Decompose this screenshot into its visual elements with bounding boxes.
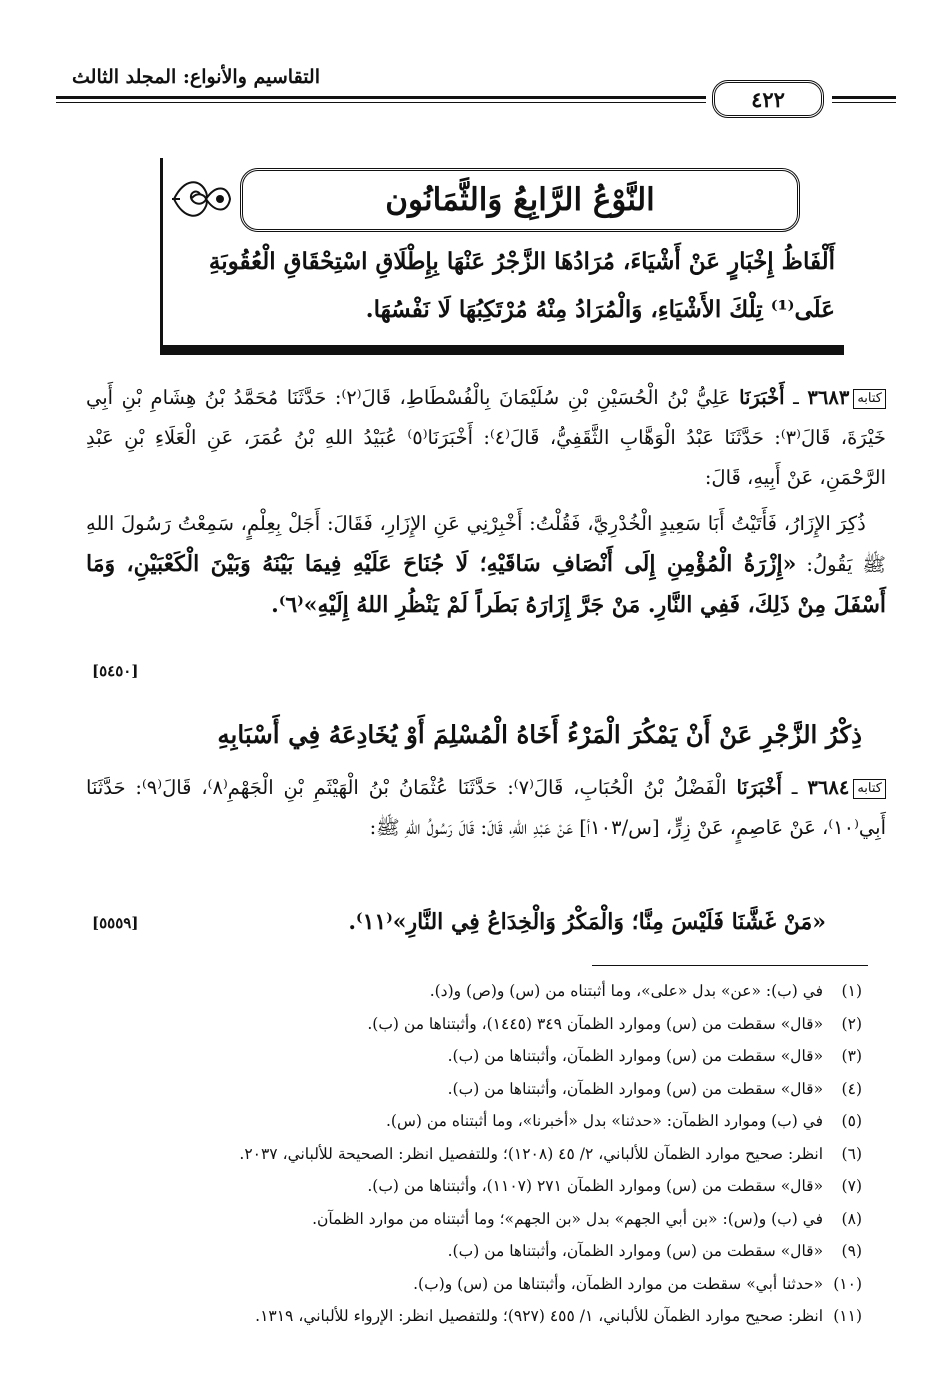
hadith-reference: [٥٤٥٠] [92,662,139,680]
hadith-intro: أَخْبَرَنَا [736,776,782,799]
footnote-item [62,1073,862,1106]
footnote-text: «حدثنا أبي» سقطت من موارد الظمآن، وأثبتناها من (س) و(ب). [413,1274,824,1293]
hadith-number: ٣٦٨٣ [807,386,850,409]
hadith-marker: كتابه [853,389,886,409]
footnote-text: «قال» سقطت من (س) وموارد الظمآن ٣٤٩ (١٤٤٥)، وأثبتناها من (ب). [367,1014,824,1033]
header-rule [832,102,896,103]
hadith-matn: «مَنْ غَشَّنَا فَلَيْسَ مِنَّا؛ وَالْمَكْرُ وَالْخِدَاعُ فِي النَّارِ»⁽١١⁾. [348,909,826,935]
hadith-isnad: الْفَضْلُ بْنُ الْحُبَابِ، قَالَ⁽٧⁾: حَدَّثَنَا عُثْمَانُ بْنُ الْهَيْثَمِ بْنِ الْجَهْمِ⁽٨⁾، قَالَ⁽٩⁾: حَدَّثَنَا أَبِي⁽١٠⁾، عَنْ عَاصِمٍ، عَنْ زِرٍّ، [س/١٠٣أ] عَنْ عَبْدِ اللهِ، قَالَ: قَالَ رَسُولُ اللهِ ﷺ: [86,776,886,839]
footnote-item [62,1235,862,1268]
footnote-number: (٢) [841,1014,862,1033]
footnote-item [62,1203,862,1236]
footnote-item [62,1138,862,1171]
footnote-item [62,1105,862,1138]
footnote-number: (٣) [841,1047,862,1065]
hadith-number: ٣٦٨٤ [807,776,850,799]
footnote-text: في (ب) وموارد الظمآن: «حدثنا» بدل «أخبرنا»، وما أثبتناه من (س). [385,1112,824,1130]
footnote-text: «قال» سقطت من (س) وموارد الظمآن، وأثبتناها من (ب). [447,1242,824,1260]
chapter-definition [180,238,835,334]
footnote-item [62,975,862,1008]
footnote-text: في (ب) و(س): «بن أبي الجهم» بدل «بن الجهم»؛ وما أثبتناه من موارد الظمآن. [312,1209,824,1228]
hadith-isnad: عَلِيُّ بْنُ الْحُسَيْنِ بْنِ سُلَيْمَانَ بِالْفُسْطَاطِ، قَالَ⁽٢⁾: حَدَّثَنَا مُحَمَّدُ بْنُ هِشَامِ بْنِ أَبِي خَيْرَةَ، قَالَ⁽٣⁾: حَدَّثَنَا عَبْدُ الْوَهَّابِ الثَّقَفِيُّ، قَالَ⁽٤⁾: أَخْبَرَنَا⁽٥⁾ عُبَيْدُ اللهِ بْنُ عُمَرَ، عَنِ الْعَلَاءِ بْنِ عَبْدِ الرَّحْمَنِ، عَنْ أَبِيهِ، قَالَ: [86,386,886,489]
footnote-text: «قال» سقطت من (س) وموارد الظمآن، وأثبتناها من (ب). [447,1047,824,1065]
footnote-text: «قال» سقطت من (س) وموارد الظمآن، وأثبتناها من (ب). [447,1079,824,1098]
chapter-heading [240,168,800,232]
section-heading: ذِكْرُ الزَّجْرِ عَنْ أَنْ يَمْكُرَ الْمَرْءُ أَخَاهُ الْمُسْلِمَ أَوْ يُخَادِعَهُ فِي أَسْبَابِهِ [217,720,862,749]
footnote-number: (٧) [841,1177,862,1195]
hadith-3683-text [86,504,886,626]
footnote-item [62,1268,862,1301]
footnote-item [62,1170,862,1203]
footnote-text: «قال» سقطت من (س) وموارد الظمآن ٢٧١ (١١٠٧)، وأثبتناها من (ب). [367,1177,824,1195]
footnote-number: (٩) [841,1242,862,1260]
header-rule [56,96,706,99]
footnote-item [62,1300,862,1333]
footnote-text: انظر: صحيح موارد الظمآن للألباني، ١/ ٤٥٥ (٩٢٧)؛ وللتفصيل انظر: الإرواء للألباني، ١٣١٩. [255,1307,824,1325]
footnote-item [62,1040,862,1073]
hadith-narrative: ذُكِرَ الإِزَارُ، فَأَتَيْتُ أَبَا سَعِيدٍ الْخُدْرِيَّ، فَقُلْتُ: أَخْبِرْنِي عَنِ الإِزَارِ، فَقَالَ: أَجَلْ بِعِلْمٍ، سَمِعْتُ رَسُولَ اللهِ ﷺ يَقُولُ: [86,512,886,576]
page-number-text: ٤٢٢ [751,86,785,112]
footnote-number: (٥) [841,1112,862,1130]
chapter-definition-line: أَلْفَاظُ إِخْبَارٍ عَنْ أَشْيَاءَ، مُرَادُهَا الزَّجْرُ عَنْهَا بِإِطْلَاقِ اسْتِحْقَاقِ الْعُقُوبَةِ [208,248,835,275]
footnote-number: (١١) [833,1307,862,1325]
section-divider [160,348,844,355]
footnote-separator [592,965,868,966]
footnote-number: (٦) [841,1144,862,1163]
footnote-text: في (ب): «عن» بدل «على»، وما أثبتناه من (س) و(ص) و(د). [429,982,824,1000]
chapter-heading-text: النَّوْعُ الرَّابِعُ وَالثَّمَانُون [385,182,655,218]
hadith-intro: أَخْبَرَنَا [739,386,785,409]
hadith-marker: كتابه [853,779,886,799]
hadith-matn: «إِزْرَةُ الْمُؤْمِنِ إِلَى أَنْصَافِ سَاقَيْهِ؛ لَا جُنَاحَ عَلَيْهِ فِيمَا بَيْنَهُ وَبَيْنَ الْكَعْبَيْنِ، وَمَا أَسْفَلَ مِنْ ذَلِكَ، فَفِي النَّارِ. مَنْ جَرَّ إِزَارَهُ بَطَراً لَمْ يَنْظُرِ اللهُ إِلَيْهِ»⁽٦⁾. [86,551,886,618]
hadith-reference: [٥٥٥٩] [92,914,139,932]
chapter-definition-line: عَلَى⁽¹⁾ تِلْكَ الأَشْيَاءِ، وَالْمُرَادُ مِنْهُ مُرْتَكِبُهَا لَا نَفْسُهَا. [365,296,835,323]
hadith-3684-isnad: كتابه٣٦٨٤ ـ أَخْبَرَنَا الْفَضْلُ بْنُ الْحُبَابِ، قَالَ⁽٧⁾: حَدَّثَنَا عُثْمَانُ بْنُ الْهَيْثَمِ بْنِ الْجَهْمِ⁽٨⁾، قَالَ⁽٩⁾: حَدَّثَنَا أَبِي⁽١٠⁾، عَنْ عَاصِمٍ، عَنْ زِرٍّ، [س/١٠٣أ] عَنْ عَبْدِ اللهِ، قَالَ: قَالَ رَسُولُ اللهِ ﷺ: [86,776,886,839]
footnote-number: (٤) [841,1079,862,1098]
footnote-number: (١٠) [833,1274,862,1293]
footnote-number: (١) [841,982,862,1000]
header-rule [832,96,896,99]
hadith-3683-isnad: كتابه٣٦٨٣ ـ أَخْبَرَنَا عَلِيُّ بْنُ الْحُسَيْنِ بْنِ سُلَيْمَانَ بِالْفُسْطَاطِ، قَالَ⁽٢⁾: حَدَّثَنَا مُحَمَّدُ بْنُ هِشَامِ بْنِ أَبِي خَيْرَةَ، قَالَ⁽٣⁾: حَدَّثَنَا عَبْدُ الْوَهَّابِ الثَّقَفِيُّ، قَالَ⁽٤⁾: أَخْبَرَنَا⁽٥⁾ عُبَيْدُ اللهِ بْنُ عُمَرَ، عَنِ الْعَلَاءِ بْنِ عَبْدِ الرَّحْمَنِ، عَنْ أَبِيهِ، قَالَ: [86,386,886,489]
page-number [712,80,824,118]
footnote-item [62,1008,862,1041]
footnote-text: انظر: صحيح موارد الظمآن للألباني، ٢/ ٤٥ (١٢٠٨)؛ وللتفصيل انظر: الصحيحة للألباني، ٢٠٣٧. [239,1144,824,1163]
hadith-3684-matn [86,902,886,943]
running-header-title: التقاسيم والأنواع: المجلد الثالث [72,66,320,88]
ornament-icon [170,170,234,228]
footnote-number: (٨) [841,1209,862,1228]
footnotes-list [62,975,862,1333]
header-rule [56,102,706,103]
